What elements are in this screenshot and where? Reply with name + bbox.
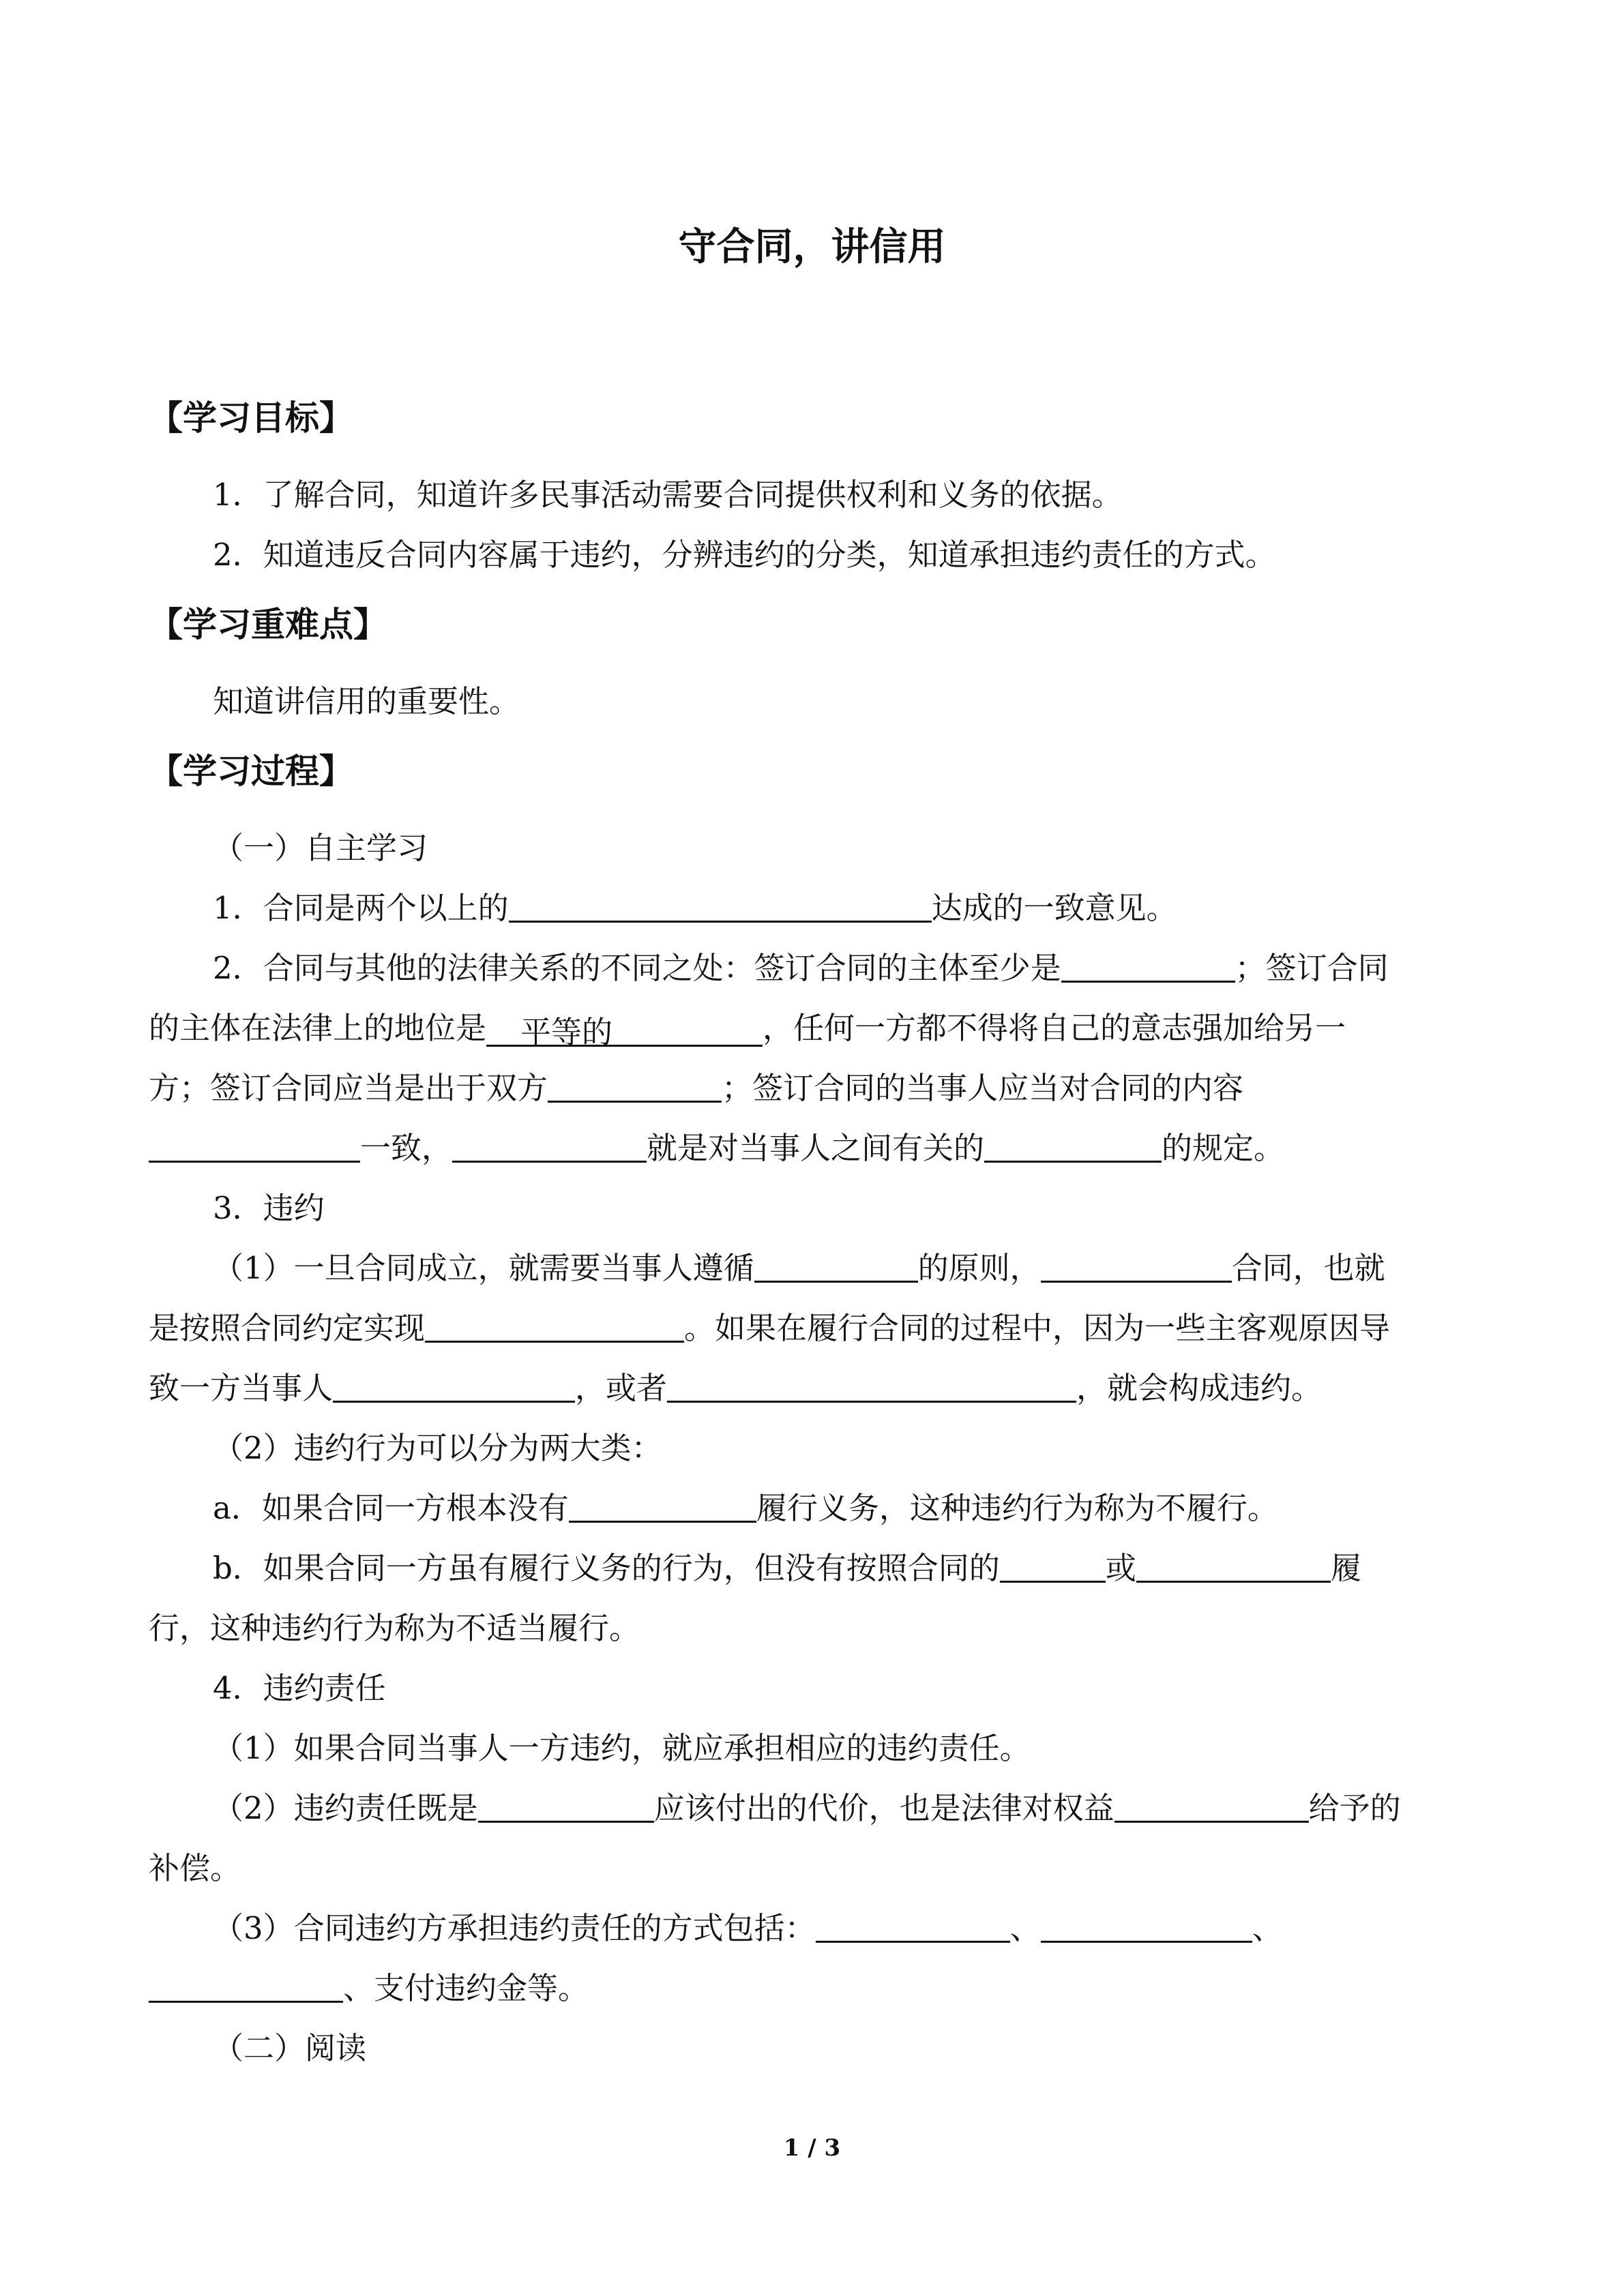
question-3-b-line-1: b．如果合同一方虽有履行义务的行为，但没有按照合同的 或 履 xyxy=(213,1548,1361,1589)
question-2-line-3: 方；签订合同应当是出于双方 ；签订合同的当事人应当对合同的内容 xyxy=(149,1068,1243,1109)
difficulty-text: 知道讲信用的重要性。 xyxy=(213,683,520,719)
answer-blank[interactable] xyxy=(754,1248,918,1283)
goal-2: 2．知道违反合同内容属于违约，分辨违约的分类，知道承担违约责任的方式。 xyxy=(213,537,1276,573)
answer-blank[interactable] xyxy=(509,888,932,923)
answer-blank[interactable] xyxy=(548,1068,722,1103)
answer-blank[interactable] xyxy=(1041,1248,1232,1283)
goal-1: 1．了解合同，知道许多民事活动需要合同提供权利和义务的依据。 xyxy=(213,477,1123,513)
answer-blank[interactable] xyxy=(984,1128,1162,1163)
answer-blank[interactable] xyxy=(149,1128,360,1163)
question-2-line-1: 2．合同与其他的法律关系的不同之处：签订合同的主体至少是 ；签订合同 xyxy=(213,948,1389,989)
question-3-1-line-2: 是按照合同约定实现 。如果在履行合同的过程中，因为一些主客观原因导 xyxy=(149,1308,1390,1349)
section-heading-process: 【学习过程】 xyxy=(149,751,353,791)
section-heading-goals: 【学习目标】 xyxy=(149,398,353,438)
answer-blank[interactable] xyxy=(149,1968,343,2003)
answer-blank[interactable] xyxy=(816,1908,1010,1943)
question-3-1-line-1: （1）一旦合同成立，就需要当事人遵循 的原则， 合同，也就 xyxy=(213,1248,1385,1289)
question-3-1-line-3: 致一方当事人 ，或者 ，就会构成违约。 xyxy=(149,1368,1322,1409)
question-4-2-line-1: （2）违约责任既是 应该付出的代价，也是法律对权益 给予的 xyxy=(213,1788,1401,1829)
question-2-line-4: 一致， 就是对当事人之间有关的 的规定。 xyxy=(149,1128,1284,1169)
answer-blank[interactable] xyxy=(1136,1548,1331,1583)
question-3-a: a．如果合同一方根本没有 履行义务，这种违约行为称为不履行。 xyxy=(213,1488,1278,1529)
answer-blank[interactable] xyxy=(1114,1788,1309,1823)
question-3-title: 3．违约 xyxy=(213,1190,325,1226)
question-2-line-2: 的主体在法律上的地位是 平等的 ，任何一方都不得将自己的意志强加给另一 xyxy=(149,1010,1346,1050)
question-3-b-line-2: 行，这种违约行为称为不适当履行。 xyxy=(149,1610,640,1646)
answer-blank[interactable] xyxy=(333,1368,575,1403)
question-3-2: （2）违约行为可以分为两大类： xyxy=(213,1430,662,1466)
answer-blank[interactable] xyxy=(452,1128,647,1163)
part2-title: （二）阅读 xyxy=(213,2030,367,2066)
answer-blank[interactable] xyxy=(1000,1548,1106,1583)
answer-blank[interactable] xyxy=(425,1308,684,1343)
question-1: 1．合同是两个以上的 达成的一致意见。 xyxy=(213,888,1177,929)
page-number: 1 / 3 xyxy=(783,2134,841,2162)
answer-blank[interactable] xyxy=(478,1788,654,1823)
question-4-3-line-1: （3）合同违约方承担违约责任的方式包括： 、 、 xyxy=(213,1908,1283,1949)
answer-blank-filled[interactable]: 平等的 xyxy=(486,1012,763,1047)
page-title: 守合同，讲信用 xyxy=(678,225,946,269)
section-heading-difficulty: 【学习重难点】 xyxy=(149,605,387,644)
question-4-1: （1）如果合同当事人一方违约，就应承担相应的违约责任。 xyxy=(213,1730,1031,1766)
question-4-2-line-2: 补偿。 xyxy=(149,1850,241,1886)
question-4-title: 4．违约责任 xyxy=(213,1670,386,1706)
answer-blank[interactable] xyxy=(1061,948,1235,983)
answer-blank[interactable] xyxy=(569,1488,756,1523)
question-4-3-line-2: 、支付违约金等。 xyxy=(149,1968,589,2009)
answer-blank[interactable] xyxy=(667,1368,1076,1403)
answer-blank[interactable] xyxy=(1041,1908,1252,1943)
part1-title: （一）自主学习 xyxy=(213,830,428,866)
